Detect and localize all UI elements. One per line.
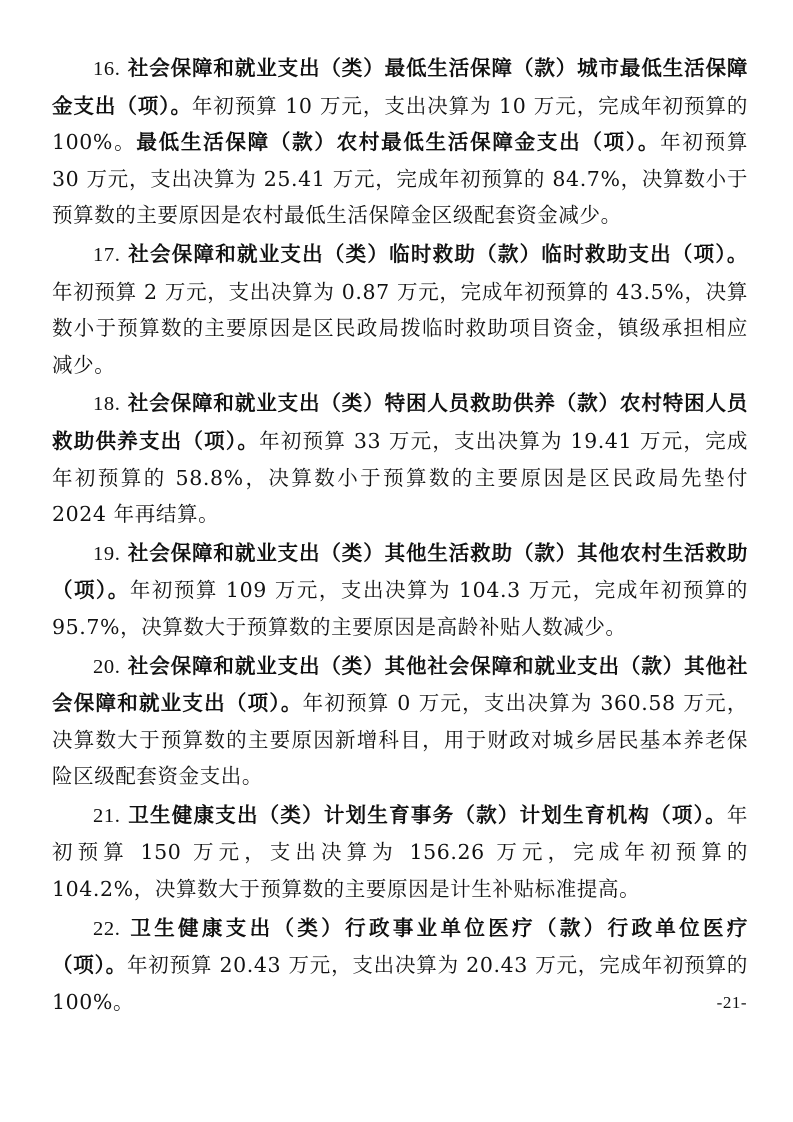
- paragraph-item-19: [52, 535, 748, 646]
- item-text: 年初预算 30 万元，支出决算为 25.41 万元，完成年初预算的 84.7%，决算数小于预算数的主要原因是农村最低生活保障金区级配套资金减少。: [52, 130, 748, 228]
- item-text: 年初预算 33 万元，支出决算为 19.41 万元，完成年初预算的 58.8%，决算数小于预算数的主要原因是区民政局先垫付 2024 年再结算。: [52, 428, 749, 527]
- paragraph-item-18: [52, 385, 748, 532]
- item-number: 19.: [93, 542, 121, 565]
- item-heading: 社会保障和就业支出（类）最低生活保障（款）城市最低生活保障金支出（项）。: [52, 56, 748, 118]
- item-number: 17.: [93, 243, 121, 266]
- item-heading: 社会保障和就业支出（类）其他生活救助（款）其他农村生活救助（项）。: [52, 540, 748, 603]
- paragraph-item-22: [52, 910, 748, 1021]
- item-number: 16.: [93, 58, 121, 80]
- item-number: 18.: [93, 393, 121, 416]
- item-text: 年初预算 109 万元，支出决算为 104.3 万元，完成年初预算的 95.7%，决算数大于预算数的主要原因是高龄补贴人数减少。: [52, 578, 749, 639]
- item-text: 年初预算 150 万元，支出决算为 156.26 万元，完成年初预算的 104.2%，决算数大于预算数的主要原因是计生补贴标准提高。: [52, 802, 748, 902]
- item-number: 21.: [93, 804, 121, 827]
- item-heading: 社会保障和就业支出（类）特困人员救助供养（款）农村特困人员救助供养支出（项）。: [52, 391, 748, 453]
- item-number: 20.: [93, 655, 121, 678]
- item-subheading: 最低生活保障（款）农村最低生活保障金支出（项）。: [136, 130, 661, 155]
- paragraph-item-17: [52, 236, 748, 383]
- item-number: 22.: [93, 917, 121, 940]
- paragraph-item-20: [52, 648, 748, 795]
- item-heading: 卫生健康支出（类）行政事业单位医疗（款）行政单位医疗（项）。: [52, 915, 748, 978]
- item-heading: 社会保障和就业支出（类）临时救助（款）临时救助支出（项）。: [128, 241, 748, 266]
- document-page: [52, 50, 748, 1022]
- item-heading: 社会保障和就业支出（类）其他社会保障和就业支出（款）其他社会保障和就业支出（项）。: [52, 653, 748, 716]
- page-number: -21-: [716, 993, 747, 1012]
- item-text: 年初预算 0 万元，支出决算为 360.58 万元，决算数大于预算数的主要原因新增科目，用于财政对城乡居民基本养老保险区级配套资金支出。: [52, 691, 748, 789]
- item-text: 年初预算 20.43 万元，支出决算为 20.43 万元，完成年初预算的 100%。: [52, 953, 748, 1014]
- paragraph-item-16: [52, 50, 748, 234]
- item-text: 年初预算 10 万元，支出决算为 10 万元，完成年初预算的 100%。: [52, 93, 748, 155]
- paragraph-item-21: [52, 797, 748, 908]
- item-text: 年初预算 2 万元，支出决算为 0.87 万元，完成年初预算的 43.5%，决算数小于预算数的主要原因是区民政局拨临时救助项目资金，镇级承担相应减少。: [52, 279, 748, 377]
- item-heading: 卫生健康支出（类）计划生育事务（款）计划生育机构（项）。: [128, 802, 727, 827]
